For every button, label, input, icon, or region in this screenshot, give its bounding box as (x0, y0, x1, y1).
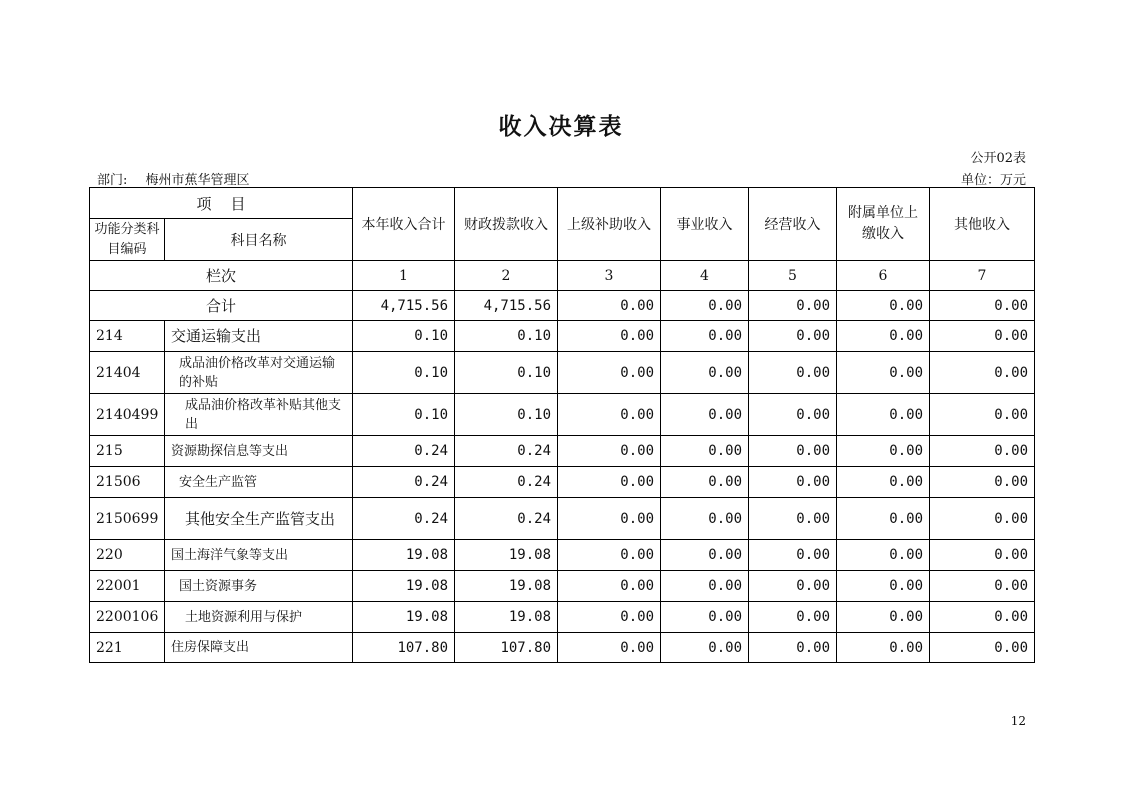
column-number: 6 (837, 261, 930, 291)
row-code: 2150699 (90, 498, 165, 540)
row-name: 国土资源事务 (165, 571, 353, 602)
row-value: 0.10 (353, 321, 455, 352)
row-name: 土地资源利用与保护 (165, 602, 353, 633)
row-value: 19.08 (353, 540, 455, 571)
row-value: 0.00 (558, 633, 661, 663)
header-col3: 上级补助收入 (558, 188, 661, 261)
header-row-1 (90, 188, 1035, 219)
row-value: 0.00 (558, 352, 661, 394)
row-name: 资源勘探信息等支出 (165, 436, 353, 467)
row-value: 0.00 (837, 633, 930, 663)
row-value: 19.08 (455, 602, 558, 633)
row-value: 0.00 (661, 498, 749, 540)
table-row (90, 540, 1035, 571)
row-value: 0.00 (749, 436, 837, 467)
row-value: 0.00 (661, 436, 749, 467)
row-value: 0.10 (455, 394, 558, 436)
total-value: 4,715.56 (353, 291, 455, 321)
row-value: 0.00 (930, 498, 1035, 540)
row-value: 0.00 (749, 467, 837, 498)
total-label: 合计 (90, 291, 353, 321)
department-line (97, 169, 250, 188)
row-value: 0.00 (661, 321, 749, 352)
row-value: 0.00 (558, 498, 661, 540)
total-value: 0.00 (558, 291, 661, 321)
row-code: 2200106 (90, 602, 165, 633)
row-value: 107.80 (455, 633, 558, 663)
row-value: 0.00 (837, 321, 930, 352)
row-value: 0.24 (455, 467, 558, 498)
row-value: 0.00 (661, 571, 749, 602)
row-name: 国土海洋气象等支出 (165, 540, 353, 571)
row-code: 2140499 (90, 394, 165, 436)
header-code: 功能分类科目编码 (90, 219, 165, 261)
header-col1: 本年收入合计 (353, 188, 455, 261)
row-code: 214 (90, 321, 165, 352)
header-col7: 其他收入 (930, 188, 1035, 261)
table-row (90, 394, 1035, 436)
form-number: 公开02表 (970, 151, 1026, 166)
header-col2: 财政拨款收入 (455, 188, 558, 261)
row-value: 0.00 (749, 571, 837, 602)
row-value: 0.00 (558, 394, 661, 436)
row-value: 0.00 (837, 436, 930, 467)
row-value: 0.00 (661, 633, 749, 663)
row-value: 0.00 (558, 571, 661, 602)
row-value: 0.00 (837, 540, 930, 571)
row-name: 住房保障支出 (165, 633, 353, 663)
row-value: 0.00 (558, 321, 661, 352)
table-row (90, 436, 1035, 467)
row-value: 0.00 (837, 467, 930, 498)
row-value: 0.00 (661, 352, 749, 394)
row-name: 成品油价格改革补贴其他支出 (165, 394, 353, 436)
row-value: 0.00 (749, 352, 837, 394)
row-value: 0.00 (558, 602, 661, 633)
row-value: 19.08 (353, 571, 455, 602)
row-value: 19.08 (353, 602, 455, 633)
row-value: 0.00 (558, 467, 661, 498)
table-row (90, 352, 1035, 394)
row-code: 221 (90, 633, 165, 663)
row-value: 0.00 (837, 394, 930, 436)
row-value: 0.00 (749, 540, 837, 571)
page-title: 收入决算表 (498, 113, 624, 140)
column-number: 1 (353, 261, 455, 291)
column-number: 5 (749, 261, 837, 291)
row-code: 220 (90, 540, 165, 571)
total-value: 0.00 (930, 291, 1035, 321)
header-col5: 经营收入 (749, 188, 837, 261)
row-value: 0.00 (749, 321, 837, 352)
row-value: 0.24 (455, 436, 558, 467)
row-value: 0.00 (930, 321, 1035, 352)
row-code: 21506 (90, 467, 165, 498)
total-value: 0.00 (661, 291, 749, 321)
row-value: 0.24 (353, 498, 455, 540)
row-value: 0.00 (930, 602, 1035, 633)
header-name: 科目名称 (165, 219, 353, 261)
total-value: 0.00 (837, 291, 930, 321)
total-row (90, 291, 1035, 321)
unit-label: 单位：万元 (960, 173, 1026, 188)
header-project: 项 目 (90, 188, 353, 219)
row-value: 0.24 (353, 436, 455, 467)
row-value: 0.00 (749, 498, 837, 540)
row-value: 0.00 (661, 394, 749, 436)
row-value: 0.10 (353, 394, 455, 436)
row-value: 0.10 (455, 352, 558, 394)
column-number: 3 (558, 261, 661, 291)
header-col4: 事业收入 (661, 188, 749, 261)
department-label: 部门: (97, 173, 128, 188)
row-value: 0.00 (930, 436, 1035, 467)
row-value: 0.00 (661, 467, 749, 498)
row-value: 19.08 (455, 540, 558, 571)
column-index-label: 栏次 (90, 261, 353, 291)
row-value: 0.00 (558, 436, 661, 467)
table-row (90, 498, 1035, 540)
header-col6: 附属单位上缴收入 (837, 188, 930, 261)
row-value: 0.00 (661, 540, 749, 571)
column-number: 2 (455, 261, 558, 291)
column-number: 4 (661, 261, 749, 291)
table-row (90, 467, 1035, 498)
row-code: 215 (90, 436, 165, 467)
page-number: 12 (1010, 714, 1026, 728)
table-row (90, 571, 1035, 602)
row-name: 安全生产监管 (165, 467, 353, 498)
table-row (90, 633, 1035, 663)
table-row (90, 602, 1035, 633)
row-name: 成品油价格改革对交通运输的补贴 (165, 352, 353, 394)
row-value: 0.24 (353, 467, 455, 498)
row-value: 0.00 (930, 540, 1035, 571)
row-value: 0.00 (837, 352, 930, 394)
row-value: 0.00 (930, 633, 1035, 663)
row-value: 0.10 (455, 321, 558, 352)
row-value: 0.00 (930, 394, 1035, 436)
row-name: 其他安全生产监管支出 (165, 498, 353, 540)
row-value: 0.00 (930, 571, 1035, 602)
row-value: 0.00 (661, 602, 749, 633)
row-code: 21404 (90, 352, 165, 394)
table-row (90, 321, 1035, 352)
row-value: 0.00 (837, 571, 930, 602)
total-value: 4,715.56 (455, 291, 558, 321)
row-value: 19.08 (455, 571, 558, 602)
row-code: 22001 (90, 571, 165, 602)
row-value: 0.00 (749, 633, 837, 663)
income-table (89, 187, 1035, 663)
row-value: 0.00 (837, 602, 930, 633)
row-value: 0.00 (749, 602, 837, 633)
row-value: 0.00 (837, 498, 930, 540)
row-value: 0.00 (930, 352, 1035, 394)
row-value: 0.24 (455, 498, 558, 540)
row-value: 0.10 (353, 352, 455, 394)
row-name: 交通运输支出 (165, 321, 353, 352)
row-value: 0.00 (558, 540, 661, 571)
column-number: 7 (930, 261, 1035, 291)
row-value: 0.00 (749, 394, 837, 436)
total-value: 0.00 (749, 291, 837, 321)
row-value: 107.80 (353, 633, 455, 663)
row-value: 0.00 (930, 467, 1035, 498)
department-name: 梅州市蕉华管理区 (145, 173, 250, 188)
column-index-row (90, 261, 1035, 291)
